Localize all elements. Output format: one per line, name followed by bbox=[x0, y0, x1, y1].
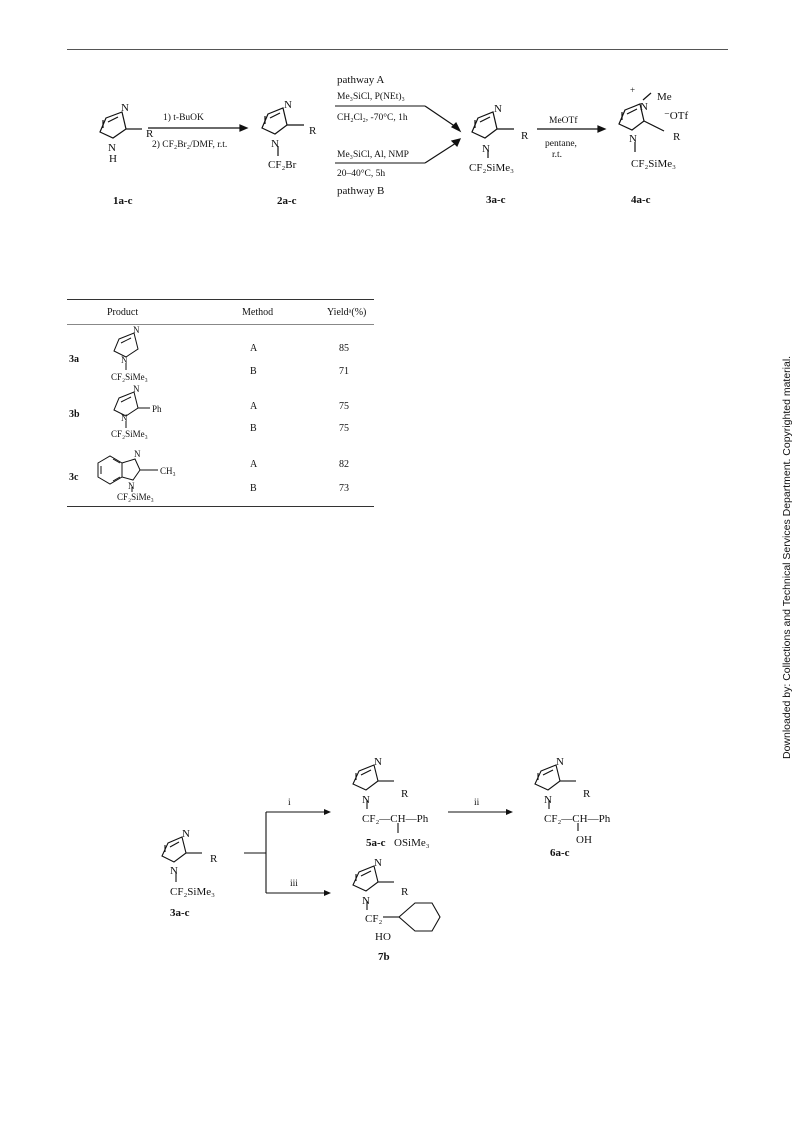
method-cell: A bbox=[250, 343, 258, 354]
product5-label: 5a-c bbox=[366, 837, 386, 849]
atom-n: N bbox=[133, 384, 140, 394]
chain-6: CF₂—CH—Ph bbox=[544, 813, 611, 825]
arrowhead-i bbox=[324, 809, 331, 815]
method-cell: A bbox=[250, 459, 258, 470]
yield-cell: 82 bbox=[339, 459, 349, 470]
imidazole-5 bbox=[353, 765, 378, 790]
header-method: Method bbox=[242, 307, 274, 318]
download-notice: Downloaded by: Collections and Technical Services Department. Copyrighted material. bbox=[781, 355, 793, 759]
atom-n: N bbox=[271, 138, 279, 150]
atom-n: N bbox=[121, 355, 128, 365]
atom-n: N bbox=[121, 413, 128, 423]
arrowhead-ii bbox=[506, 809, 513, 815]
product6-label: 6a-c bbox=[550, 847, 570, 859]
row-label-3a: 3a bbox=[69, 354, 79, 365]
cf2br-group: CF₂Br bbox=[268, 159, 297, 171]
method-cell: B bbox=[250, 483, 257, 494]
atom-r: R bbox=[401, 788, 409, 800]
start-label: 3a-c bbox=[170, 907, 190, 919]
atom-n: N bbox=[362, 794, 370, 806]
atom-n: N bbox=[374, 857, 382, 869]
atom-n: N bbox=[629, 133, 637, 145]
header-yield: Yieldᵃ(%) bbox=[327, 307, 367, 318]
atom-h: H bbox=[109, 153, 117, 165]
compound-label-3: 3a-c bbox=[486, 194, 506, 206]
row-label-3b: 3b bbox=[69, 409, 80, 420]
methyl-group: Me bbox=[657, 91, 672, 103]
phenyl-group: Ph bbox=[152, 404, 162, 414]
yield-cell: 71 bbox=[339, 366, 349, 377]
atom-n: N bbox=[284, 99, 292, 111]
atom-n: N bbox=[121, 102, 129, 114]
pathway-b-conditions: 20–40°C, 5h bbox=[337, 169, 386, 179]
step3-conditions-2: r.t. bbox=[552, 150, 563, 160]
atom-n: N bbox=[556, 756, 564, 768]
atom-n: N bbox=[494, 103, 502, 115]
chain-5-substituent: OSiMe₃ bbox=[394, 837, 430, 849]
step3-reagent: MeOTf bbox=[549, 116, 578, 126]
cf2sime3-group: CF₂SiMe₃ bbox=[631, 158, 676, 170]
triflate-anion: ⁻OTf bbox=[664, 110, 689, 122]
chain-6-substituent: OH bbox=[576, 834, 592, 846]
atom-n: N bbox=[133, 325, 140, 335]
atom-n: N bbox=[482, 143, 490, 155]
atom-n: N bbox=[134, 449, 141, 459]
cf2sime3-group: CF₂SiMe₃ bbox=[117, 492, 154, 502]
compound-label-1: 1a-c bbox=[113, 195, 133, 207]
header-product: Product bbox=[107, 307, 139, 318]
cf2sime3-group: CF₂SiMe₃ bbox=[170, 886, 215, 898]
pathway-b-reagents: Me₃SiCl, Al, NMP bbox=[337, 150, 409, 160]
atom-r: R bbox=[583, 788, 591, 800]
yield-cell: 73 bbox=[339, 483, 349, 494]
cf2sime3-group: CF₂SiMe₃ bbox=[469, 162, 514, 174]
atom-n: N bbox=[182, 828, 190, 840]
cyclohexane-ring bbox=[399, 903, 440, 931]
yield-cell: 75 bbox=[339, 423, 349, 434]
cf2sime3-group: CF₂SiMe₃ bbox=[111, 429, 148, 439]
atom-n: N bbox=[544, 794, 552, 806]
atom-n: N bbox=[640, 101, 648, 113]
chain-7: CF₂ bbox=[365, 913, 383, 925]
yield-cell: 75 bbox=[339, 401, 349, 412]
atom-n: N bbox=[362, 895, 370, 907]
pathway-b-label: pathway B bbox=[337, 185, 385, 197]
cf2sime3-group: CF₂SiMe₃ bbox=[111, 372, 148, 382]
imidazole-7 bbox=[353, 866, 378, 891]
step1-line2: 2) CF₂Br₂/DMF, r.t. bbox=[152, 140, 228, 150]
step-ii-label: ii bbox=[474, 798, 480, 808]
atom-r: R bbox=[401, 886, 409, 898]
pathway-a-label: pathway A bbox=[337, 74, 385, 86]
compound-label-2: 2a-c bbox=[277, 195, 297, 207]
atom-r: R bbox=[210, 853, 218, 865]
method-cell: B bbox=[250, 366, 257, 377]
atom-n: N bbox=[128, 481, 135, 491]
pathway-a-reagents: Me₃SiCl, P(NEt)₃ bbox=[337, 92, 405, 102]
atom-n: N bbox=[170, 865, 178, 877]
step1-line1: 1) t-BuOK bbox=[163, 113, 204, 123]
atom-r: R bbox=[309, 125, 317, 137]
step-i-label: i bbox=[288, 798, 291, 808]
yield-cell: 85 bbox=[339, 343, 349, 354]
atom-r: R bbox=[673, 131, 681, 143]
step-iii-label: iii bbox=[290, 879, 298, 889]
method-cell: B bbox=[250, 423, 257, 434]
atom-r: R bbox=[146, 128, 154, 140]
product7-label: 7b bbox=[378, 951, 390, 963]
pathway-a-conditions: CH₂Cl₂, -70°C, 1h bbox=[337, 113, 408, 123]
row-label-3c: 3c bbox=[69, 472, 79, 483]
method-cell: A bbox=[250, 401, 258, 412]
arrowhead-iii bbox=[324, 890, 331, 896]
methyl-group: CH₃ bbox=[160, 466, 176, 476]
compound-label-4: 4a-c bbox=[631, 194, 651, 206]
atom-n: N bbox=[374, 756, 382, 768]
imidazole-3-start bbox=[162, 837, 186, 862]
step3-conditions-1: pentane, bbox=[545, 139, 577, 149]
atom-n: N bbox=[108, 142, 116, 154]
chain-7-substituent: HO bbox=[375, 931, 391, 943]
atom-r: R bbox=[521, 130, 529, 142]
chain-5: CF₂—CH—Ph bbox=[362, 813, 429, 825]
imidazole-6 bbox=[535, 765, 560, 790]
plus-charge: + bbox=[630, 85, 636, 95]
